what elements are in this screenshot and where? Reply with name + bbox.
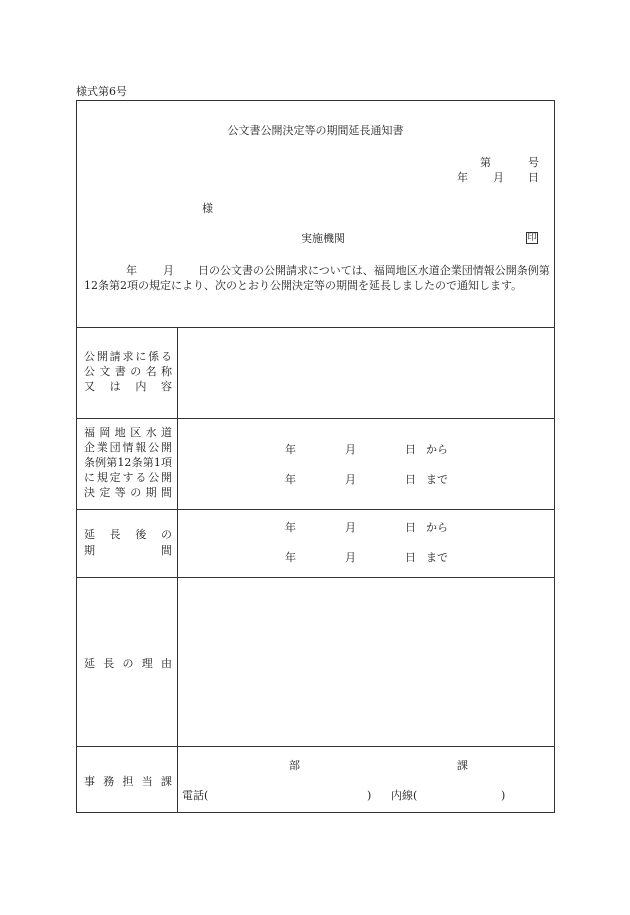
doc-no-dai: 第 (480, 156, 491, 169)
period-to-suffix: まで (426, 473, 448, 486)
body-month: 月 (163, 264, 174, 277)
extended-period-label: 延長後の 期間 (84, 528, 172, 557)
extended-from-year: 年 (285, 521, 296, 534)
doc-name-label: 公開請求に係る 公文書の名称 又は内容 (84, 350, 172, 393)
issuer-label: 実施機関 (301, 232, 345, 245)
body-year: 年 (126, 264, 137, 277)
date-month: 月 (493, 171, 504, 184)
extended-to-year: 年 (285, 551, 296, 564)
seal-icon: 印 (527, 233, 537, 243)
extended-to-suffix: まで (426, 551, 448, 564)
notice-body (84, 263, 550, 293)
extended-from-month: 月 (345, 521, 356, 534)
extended-from-day: 日 (405, 521, 416, 534)
document-title: 公文書公開決定等の期間延長通知書 (227, 124, 404, 137)
extension-label: 内線( (391, 789, 418, 802)
divider (77, 577, 554, 578)
body-text: 日の公文書の公開請求については、福岡地区水道企業団情報公開条例第12条第2項の規定により、次のとおり公開決定等の期間を延長しましたので通知します。 (84, 264, 550, 292)
office-bu: 部 (289, 759, 300, 772)
column-divider (177, 327, 178, 813)
phone-label: 電話( (182, 789, 209, 802)
divider (77, 746, 554, 747)
notice-form (76, 100, 555, 813)
period-from-suffix: から (426, 443, 448, 456)
addressee-suffix: 様 (202, 202, 213, 215)
divider (77, 327, 554, 328)
doc-no-go: 号 (528, 156, 539, 169)
divider (77, 418, 554, 419)
period-to-month: 月 (345, 473, 356, 486)
extended-to-day: 日 (405, 551, 416, 564)
reason-label: 延長の理由 (84, 657, 172, 670)
period-to-day: 日 (405, 473, 416, 486)
extended-from-suffix: から (426, 521, 448, 534)
period-from-month: 月 (345, 443, 356, 456)
extension-close: ) (501, 789, 506, 802)
period-to-year: 年 (285, 473, 296, 486)
office-label: 事務担当課 (84, 775, 172, 788)
date-year: 年 (457, 171, 468, 184)
period-from-day: 日 (405, 443, 416, 456)
period-from-year: 年 (285, 443, 296, 456)
period-label: 福岡地区水道 企業団情報公開 条例第12条第1項 に規定する公開 決定等の期間 (84, 426, 172, 499)
divider (77, 509, 554, 510)
office-ka: 課 (457, 759, 468, 772)
extended-to-month: 月 (345, 551, 356, 564)
date-day: 日 (528, 171, 539, 184)
phone-close: ) (367, 789, 372, 802)
form-number: 様式第6号 (76, 85, 127, 98)
